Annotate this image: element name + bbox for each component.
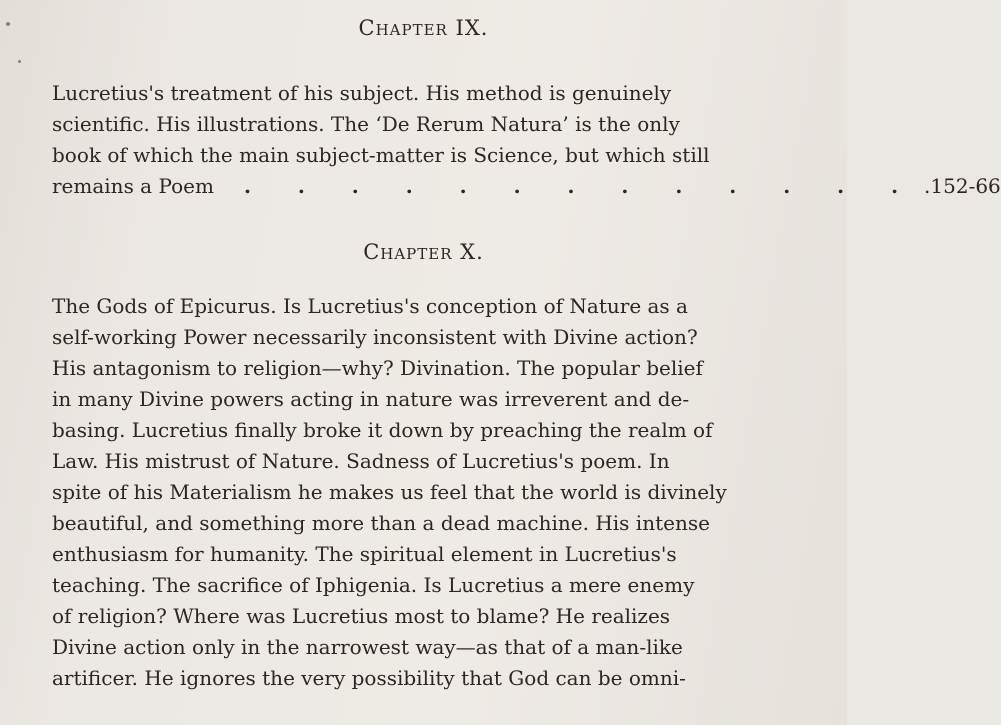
summary-line: spite of his Materialism he makes us feel that the world is divinely	[52, 480, 727, 504]
summary-line: basing. Lucretius finally broke it down by preaching the realm of	[52, 418, 713, 442]
summary-line: Divine action only in the narrowest way—as that of a man-like	[52, 635, 683, 659]
leader-dots: . . . . . . . . . . . . .	[243, 174, 919, 198]
summary-line: artificer. He ignores the very possibility that God can be omni-	[52, 666, 686, 690]
summary-line: His antagonism to religion—why? Divination. The popular belief	[52, 356, 703, 380]
summary-line: Law. His mistrust of Nature. Sadness of Lucretius's poem. In	[52, 449, 670, 473]
chapter-x-heading: Chapter X.	[363, 240, 484, 264]
chapter-x-summary	[52, 291, 767, 694]
summary-line-end: remains a Poem	[52, 174, 214, 198]
summary-line: Lucretius's treatment of his subject. His method is genuinely	[52, 81, 672, 105]
page-speck	[18, 60, 21, 63]
toc-entry-line	[52, 171, 1001, 202]
summary-line: scientific. His illustrations. The ‘De Rerum Natura’ is the only	[52, 112, 680, 136]
summary-line: beautiful, and something more than a dead machine. His intense	[52, 511, 710, 535]
summary-line: of religion? Where was Lucretius most to blame? He realizes	[52, 604, 671, 628]
summary-line: enthusiasm for humanity. The spiritual element in Lucretius's	[52, 542, 677, 566]
page-range: .152-66	[924, 174, 1001, 198]
chapter-ix-summary	[52, 78, 1001, 202]
summary-line: The Gods of Epicurus. Is Lucretius's conception of Nature as a	[52, 294, 688, 318]
summary-line: book of which the main subject-matter is Science, but which still	[52, 143, 710, 167]
chapter-ix-heading: Chapter IX.	[358, 16, 489, 40]
summary-line: self-working Power necessarily inconsistent with Divine action?	[52, 325, 698, 349]
summary-line: teaching. The sacrifice of Iphigenia. Is Lucretius a mere enemy	[52, 573, 695, 597]
summary-line: in many Divine powers acting in nature was irreverent and de-	[52, 387, 690, 411]
